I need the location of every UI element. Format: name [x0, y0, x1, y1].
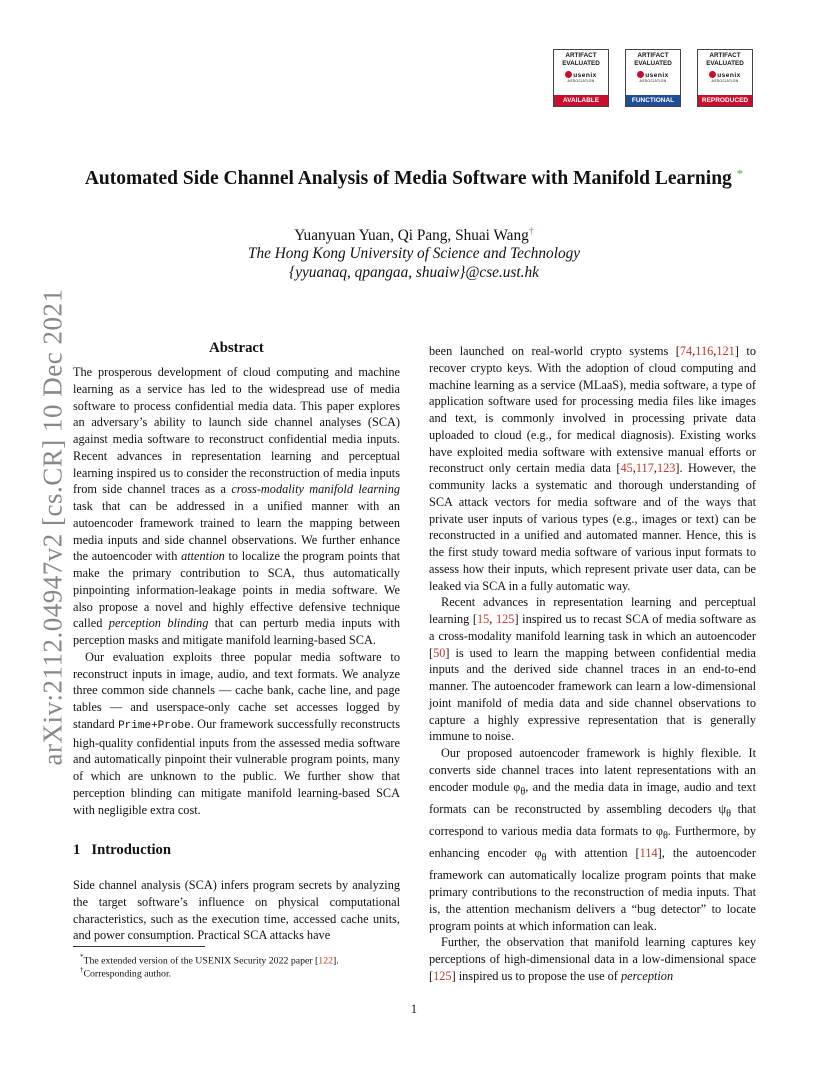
badge-assoc: ASSOCIATION [567, 79, 595, 83]
citation-link[interactable]: 123 [656, 461, 676, 476]
usenix-logo: usenix [626, 71, 680, 79]
artifact-badge-functional [625, 49, 681, 107]
citation-link[interactable]: 50 [433, 645, 446, 660]
footnote-1: *The extended version of the USENIX Security 2022 paper [122]. [80, 953, 339, 967]
usenix-logo: usenix [698, 71, 752, 79]
page-number: 1 [410, 1002, 418, 1016]
right-column [429, 343, 756, 985]
citation-link[interactable]: 45 [620, 461, 633, 476]
badge-status: FUNCTIONAL [626, 95, 680, 106]
badge-title: ARTIFACT EVALUATED [706, 52, 744, 67]
artifact-badge-available [553, 49, 609, 107]
footnote-2: †Corresponding author. [80, 966, 172, 980]
footnote-rule [73, 946, 205, 947]
abstract-paragraph: The prosperous development of cloud computing and machine learning as a service has led to the widespread use of media software to process confidential media data. This paper explores an adversary’s ability to launch side channel analyses (SCA) against media software to reconstruct confidential media inputs. Recent advances in representation learning and perceptual learning inspired us to consider the reconstruction of media inputs from side channel traces as a cross-modality manifold learning task that can be addressed in a unified manner with an autoencoder framework trained to learn the mapping between media inputs and side channel observations. We further enhance the autoencoder with attention to localize the program points that make the primary contribution to SCA, thus automatically pinpointing information-leakage points in media software. We also propose a novel and highly effective defensive technique called perception blinding that can perturb media inputs with perception masks and mitigate manifold learning-based SCA. [73, 365, 401, 647]
affiliation: The Hong Kong University of Science and Technology [247, 245, 581, 262]
citation-link[interactable]: 121 [716, 344, 735, 358]
badge-status: REPRODUCED [698, 95, 752, 106]
arxiv-identifier: arXiv:2112.04947v2 [cs.CR] 10 Dec 2021 [37, 288, 68, 766]
usenix-logo: usenix [554, 71, 608, 79]
body-paragraph: Further, the observation that manifold learning captures key perceptions of high-dimensional data in a low-dimensional space [125] inspired us to propose the use of perception [429, 935, 756, 983]
citation-link[interactable]: 122 [318, 955, 333, 967]
badge-status: AVAILABLE [554, 95, 608, 106]
citation-link[interactable]: 114 [639, 846, 658, 861]
badge-title: ARTIFACT EVALUATED [562, 52, 600, 67]
citation-link[interactable]: 117 [635, 461, 654, 476]
title-footnote-mark[interactable]: * [736, 166, 744, 181]
body-paragraph: been launched on real-world crypto systems [74,116,121] to recover crypto keys. With the adoption of cloud computing and machine learning as a service (MLaaS), media software, a type of application software used for processing media files like images and text, is commonly involved in processing private data uploaded to cloud (e.g., for medical diagnosis). Existing works have exploited media software with extensive manual efforts or reconstruct only certain media data [45,117,123]. However, the community lacks a systematic and thorough understanding of SCA attack vectors for media software and of the ways that private user inputs of various types (e.g., images or text) can be reconstructed in a unified and automated manner. Hence, this is the first study toward media software of various input formats to assess how their inputs, which represent private user data, can be leaked via SCA in a fully automatic way. [429, 344, 756, 593]
citation-link[interactable]: 74 [679, 344, 693, 358]
author-list: Yuanyuan Yuan, Qi Pang, Shuai Wang† [294, 226, 534, 244]
paper-title: Automated Side Channel Analysis of Media Software with Manifold Learning * [84, 166, 744, 189]
body-paragraph: Our proposed autoencoder framework is highly flexible. It converts side channel traces into latent representations with an encoder module $\varphi_\theta$, and the media data in image, audio and text formats can be reconstructed by assembling decoders $\psi_\theta$ that correspond to various media data formats to $\varphi_\theta$. Furthermore, by enhancing encoder $\varphi_\theta$ with attention [114], the autoencoder framework can automatically localize program points that make primary contributions to the reconstruction of media inputs. That is, the attention mechanism delivers a “bug detector” to locate program points at which information can leak. [429, 746, 757, 933]
badge-title: ARTIFACT EVALUATED [634, 52, 672, 67]
citation-link[interactable]: 116 [695, 344, 714, 358]
abstract-heading: Abstract [209, 340, 264, 356]
citation-link[interactable]: 15 [477, 612, 490, 626]
abstract-body [73, 364, 400, 818]
intro-paragraph: Side channel analysis (SCA) infers program secrets by analyzing the target software’s influence on physical computational characteristics, such as the execution time, accessed cache units, and power consumption. Practical SCA attacks have [73, 878, 400, 943]
artifact-badge-reproduced [697, 49, 753, 107]
citation-link[interactable]: 125 [433, 968, 452, 983]
body-paragraph: Recent advances in representation learning and perceptual learning [15, 125] inspired us to recast SCA of media software as a cross-modality manifold learning task in which an autoencoder [50] is used to learn the mapping between confidential media inputs and the derived side channel traces in an end-to-end manner. The autoencoder framework can learn a low-dimensional joint manifold of media data and side channel observations to capture a highly expressive representation that is generally immune to noise. [429, 595, 756, 744]
badge-assoc: ASSOCIATION [711, 79, 739, 83]
citation-link[interactable]: 125 [496, 612, 515, 626]
abstract-paragraph: Our evaluation exploits three popular media software to reconstruct inputs in image, audio, and text formats. We analyze three common side channels — cache bank, cache line, and page tables — and userspace-only cache set accesses logged by standard Prime+Probe. Our framework successfully reconstructs high-quality confidential inputs from the assessed media software and automatically pinpoint their vulnerable program points, many of which are unknown to the public. We further show that perception blinding can mitigate manifold learning-based SCA with negligible extra cost. [73, 649, 400, 817]
author-footnote-mark[interactable]: † [528, 226, 534, 237]
badge-assoc: ASSOCIATION [639, 79, 667, 83]
author-email: {yyuanaq, qpangaa, shuaiw}@cse.ust.hk [289, 264, 539, 281]
section-heading-introduction: 1 Introduction [73, 842, 172, 858]
